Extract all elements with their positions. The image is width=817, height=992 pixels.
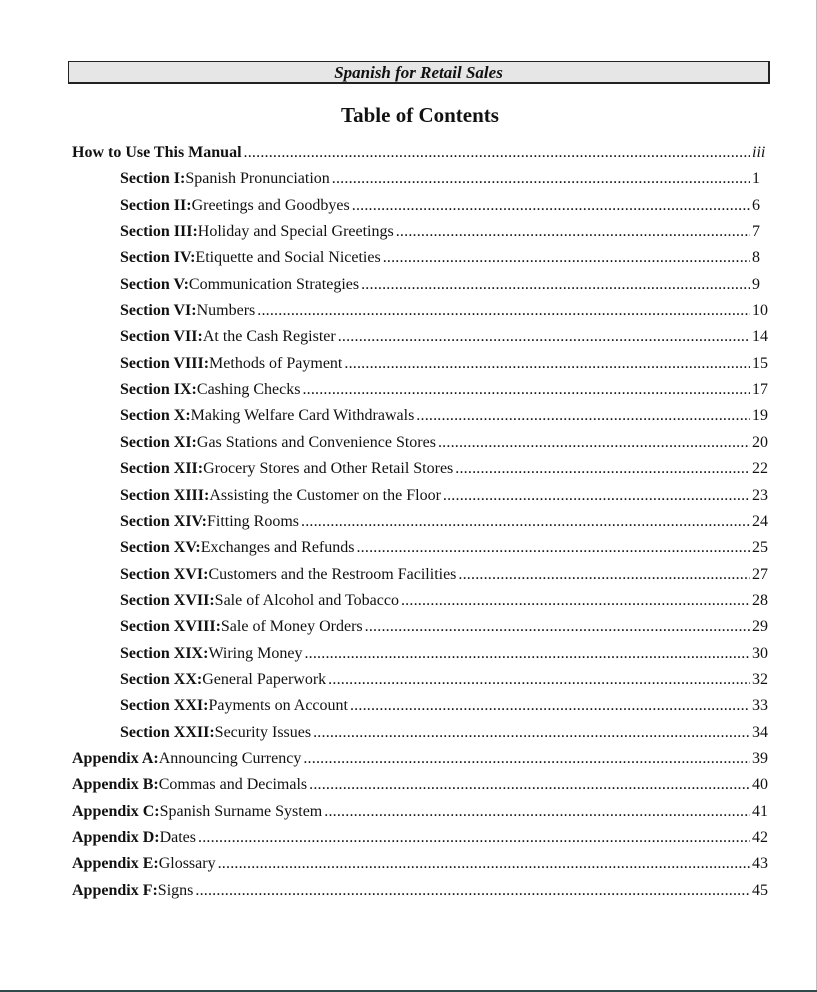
dot-leader bbox=[302, 379, 750, 401]
toc-appendix-label: Appendix E: bbox=[72, 855, 159, 873]
dot-leader bbox=[244, 142, 750, 164]
toc-page-number: 9 bbox=[752, 275, 760, 293]
toc-page-number: 40 bbox=[752, 776, 768, 794]
toc-entry-section[interactable] bbox=[120, 168, 760, 190]
dot-leader bbox=[365, 616, 750, 638]
dot-leader bbox=[301, 511, 750, 533]
toc-section-label: Section XI: bbox=[120, 433, 197, 451]
dot-leader bbox=[356, 537, 750, 559]
dot-leader bbox=[383, 247, 750, 269]
toc-section-label: Section III: bbox=[120, 223, 198, 240]
dot-leader bbox=[338, 326, 750, 348]
toc-entry-title: Assisting the Customer on the Floor bbox=[209, 486, 441, 504]
toc-page-number: 7 bbox=[752, 223, 760, 240]
toc-page-number: 23 bbox=[752, 486, 768, 504]
toc-page-number: 8 bbox=[752, 249, 760, 267]
toc-page-number: 30 bbox=[752, 644, 768, 662]
toc-section-label: Section XVI: bbox=[120, 565, 209, 583]
dot-leader bbox=[198, 827, 750, 849]
toc-entry-title: Spanish Pronunciation bbox=[185, 170, 330, 188]
toc-entry-title: How to Use This Manual bbox=[72, 144, 242, 161]
toc-section-label: Section VII: bbox=[120, 328, 203, 346]
dot-leader bbox=[416, 405, 750, 427]
toc-entry-section[interactable] bbox=[120, 485, 768, 507]
toc-entry-title: Cashing Checks bbox=[196, 381, 301, 399]
toc-appendix-label: Appendix B: bbox=[72, 776, 159, 794]
toc-entry-section[interactable] bbox=[120, 353, 768, 375]
toc-entry-title: Etiquette and Social Niceties bbox=[195, 249, 381, 267]
toc-section-label: Section XXII: bbox=[120, 723, 215, 741]
toc-entry-title: Spanish Surname System bbox=[159, 802, 323, 820]
toc-entry-title: At the Cash Register bbox=[202, 328, 336, 346]
toc-section-label: Section XXI: bbox=[120, 697, 209, 715]
toc-entry-title: Fitting Rooms bbox=[206, 512, 299, 530]
toc-entry-section[interactable] bbox=[120, 669, 768, 691]
dot-leader bbox=[352, 195, 750, 217]
dot-leader bbox=[443, 485, 750, 507]
toc-entry-title: Payments on Account bbox=[208, 697, 348, 715]
toc-entry-section[interactable] bbox=[120, 564, 768, 586]
toc-entry-title: Wiring Money bbox=[208, 644, 303, 662]
toc-section-label: Section II: bbox=[120, 196, 192, 214]
toc-entry-title: Security Issues bbox=[214, 723, 312, 741]
toc-appendix-label: Appendix D: bbox=[72, 829, 160, 847]
dot-leader bbox=[332, 168, 750, 190]
toc-entry-title: Sale of Money Orders bbox=[220, 618, 363, 636]
toc-section-label: Section X: bbox=[120, 407, 191, 425]
toc-section-label: Section XIV: bbox=[120, 512, 207, 530]
toc-entry-title: Dates bbox=[159, 829, 197, 847]
toc-page-number: 43 bbox=[752, 855, 768, 873]
toc-entry-title: Commas and Decimals bbox=[158, 776, 308, 794]
dot-leader bbox=[195, 880, 750, 902]
toc-section-label: Section I: bbox=[120, 170, 186, 188]
toc-page-number: 34 bbox=[752, 723, 768, 741]
toc-page-number: 24 bbox=[752, 512, 768, 530]
toc-entry-title: Communication Strategies bbox=[188, 275, 360, 293]
toc-entry-section[interactable] bbox=[120, 274, 760, 296]
toc-section-label: Section XVII: bbox=[120, 591, 215, 609]
toc-page-number: iii bbox=[752, 144, 766, 161]
toc-entry-section[interactable] bbox=[120, 247, 760, 269]
toc-page-number: 20 bbox=[752, 433, 768, 451]
toc-page-number: 42 bbox=[752, 829, 768, 847]
toc-page-number: 10 bbox=[752, 302, 768, 320]
toc-entry-section[interactable] bbox=[120, 405, 768, 427]
toc-page-number: 28 bbox=[752, 591, 768, 609]
dot-leader bbox=[396, 221, 750, 243]
toc-entry-section[interactable] bbox=[120, 326, 768, 348]
toc-entry-appendix[interactable] bbox=[72, 853, 768, 875]
toc-section-label: Section IV: bbox=[120, 249, 196, 267]
toc-page-number: 22 bbox=[752, 460, 768, 478]
toc-page-number: 6 bbox=[752, 196, 760, 214]
toc-page-number: 15 bbox=[752, 354, 768, 372]
toc-entry-section[interactable] bbox=[120, 616, 768, 638]
toc-section-label: Section VI: bbox=[120, 302, 197, 320]
dot-leader bbox=[328, 669, 750, 691]
dot-leader bbox=[344, 353, 750, 375]
dot-leader bbox=[350, 695, 750, 717]
toc-entry-section[interactable] bbox=[120, 195, 760, 217]
toc-entry-title: Gas Stations and Convenience Stores bbox=[196, 433, 436, 451]
toc-appendix-label: Appendix A: bbox=[72, 750, 159, 767]
toc-entry-appendix[interactable] bbox=[72, 827, 768, 849]
toc-entry-title: Making Welfare Card Withdrawals bbox=[190, 407, 415, 425]
toc-page-number: 33 bbox=[752, 697, 768, 715]
toc-entry-title: Customers and the Restroom Facilities bbox=[208, 565, 457, 583]
toc-appendix-label: Appendix F: bbox=[72, 881, 158, 899]
toc-page-number: 39 bbox=[752, 750, 768, 767]
dot-leader bbox=[324, 801, 750, 823]
toc-section-label: Section XX: bbox=[120, 670, 203, 688]
toc-entry-section[interactable] bbox=[120, 511, 768, 533]
toc-entry-section[interactable] bbox=[120, 643, 768, 665]
toc-page-number: 1 bbox=[752, 170, 760, 188]
toc-page-number: 32 bbox=[752, 670, 768, 688]
toc-entry-section[interactable] bbox=[120, 221, 760, 243]
toc-page-number: 27 bbox=[752, 565, 768, 583]
toc-entry-intro[interactable] bbox=[72, 142, 766, 164]
toc-entry-section[interactable] bbox=[120, 458, 768, 480]
toc-entry-title: Exchanges and Refunds bbox=[200, 539, 355, 557]
toc-entry-section[interactable] bbox=[120, 722, 768, 744]
toc-section-label: Section XV: bbox=[120, 539, 201, 557]
page-title: Table of Contents bbox=[341, 103, 499, 127]
toc-section-label: Section XIX: bbox=[120, 644, 209, 662]
toc-page-number: 45 bbox=[752, 881, 768, 899]
toc-section-label: Section VIII: bbox=[120, 354, 210, 372]
toc-entry-title: Glossary bbox=[158, 855, 216, 873]
dot-leader bbox=[361, 274, 750, 296]
dot-leader bbox=[313, 722, 750, 744]
toc-page-number: 17 bbox=[752, 381, 768, 399]
document-header: Spanish for Retail Sales bbox=[68, 61, 770, 84]
toc-entry-appendix[interactable] bbox=[72, 880, 768, 902]
dot-leader bbox=[257, 300, 750, 322]
toc-entry-title: Sale of Alcohol and Tobacco bbox=[214, 591, 399, 609]
dot-leader bbox=[218, 853, 750, 875]
dot-leader bbox=[304, 643, 750, 665]
toc-entry-section[interactable] bbox=[120, 300, 768, 322]
toc-entry-section[interactable] bbox=[120, 432, 768, 454]
toc-entry-section[interactable] bbox=[120, 590, 768, 612]
toc-page-number: 14 bbox=[752, 328, 768, 346]
dot-leader bbox=[438, 432, 750, 454]
toc-appendix-label: Appendix C: bbox=[72, 802, 160, 820]
dot-leader bbox=[401, 590, 750, 612]
toc-section-label: Section XIII: bbox=[120, 486, 210, 504]
toc-entry-title: Numbers bbox=[196, 302, 256, 320]
toc-entry-title: Greetings and Goodbyes bbox=[191, 196, 350, 214]
toc-entry-section[interactable] bbox=[120, 537, 768, 559]
toc-entry-appendix[interactable] bbox=[72, 748, 768, 770]
toc-entry-appendix[interactable] bbox=[72, 801, 768, 823]
toc-entry-title: Methods of Payment bbox=[209, 354, 343, 372]
toc-entry-title: Grocery Stores and Other Retail Stores bbox=[203, 460, 454, 478]
toc-page-number: 25 bbox=[752, 539, 768, 557]
dot-leader bbox=[303, 748, 750, 770]
toc-section-label: Section IX: bbox=[120, 381, 197, 399]
toc-section-label: Section XII: bbox=[120, 460, 204, 478]
toc-entry-section[interactable] bbox=[120, 695, 768, 717]
toc-entry-appendix[interactable] bbox=[72, 774, 768, 796]
toc-page-number: 41 bbox=[752, 802, 768, 820]
toc-entry-title: Signs bbox=[157, 881, 194, 899]
toc-entry-section[interactable] bbox=[120, 379, 768, 401]
dot-leader bbox=[458, 564, 750, 586]
toc-section-label: Section V: bbox=[120, 275, 189, 293]
dot-leader bbox=[455, 458, 750, 480]
toc-entry-title: General Paperwork bbox=[202, 670, 327, 688]
toc-entry-title: Announcing Currency bbox=[158, 750, 302, 767]
toc-page-number: 29 bbox=[752, 618, 768, 636]
dot-leader bbox=[309, 774, 750, 796]
toc-entry-title: Holiday and Special Greetings bbox=[197, 223, 394, 240]
toc-page-number: 19 bbox=[752, 407, 768, 425]
toc-section-label: Section XVIII: bbox=[120, 618, 221, 636]
